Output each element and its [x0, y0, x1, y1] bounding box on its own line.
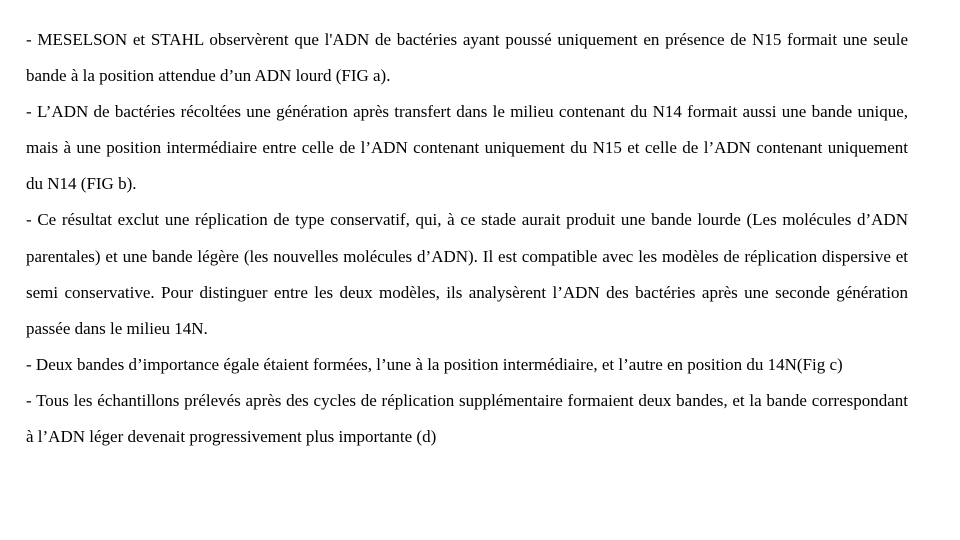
paragraph-conclusion: - Ce résultat exclut une réplication de type conservatif, qui, à ce stade aurait produit une bande lourde (Les molécules d’ADN parentales) et une bande légère (les nouvelles molécules d’ADN). Il est compatible avec les modèles de réplication dispersive et semi conservative. Pour distinguer entre les deux modèles, ils analysèrent l’ADN des bactéries après une seconde génération passée dans le milieu 14N. [26, 210, 908, 338]
document-body [26, 22, 908, 455]
paragraph-fig-b: - L’ADN de bactéries récoltées une génération après transfert dans le milieu contenant du N14 formait aussi une bande unique, mais à une position intermédiaire entre celle de l’ADN contenant uniquement du N15 et celle de l’ADN contenant uniquement du N14 (FIG b). [26, 102, 908, 194]
paragraph-fig-d: - Tous les échantillons prélevés après des cycles de réplication supplémentaire formaient deux bandes, et la bande correspondant à l’ADN léger devenait progressivement plus importante (d) [26, 390, 908, 447]
paragraph-fig-c: - Deux bandes d’importance égale étaient formées, l’une à la position intermédiaire, et l’autre en position du 14N(Fig c) [26, 354, 843, 374]
paragraph-fig-a: - MESELSON et STAHL observèrent que l'ADN de bactéries ayant poussé uniquement en présence de N15 formait une seule bande à la position attendue d’un ADN lourd (FIG a). [26, 30, 908, 86]
